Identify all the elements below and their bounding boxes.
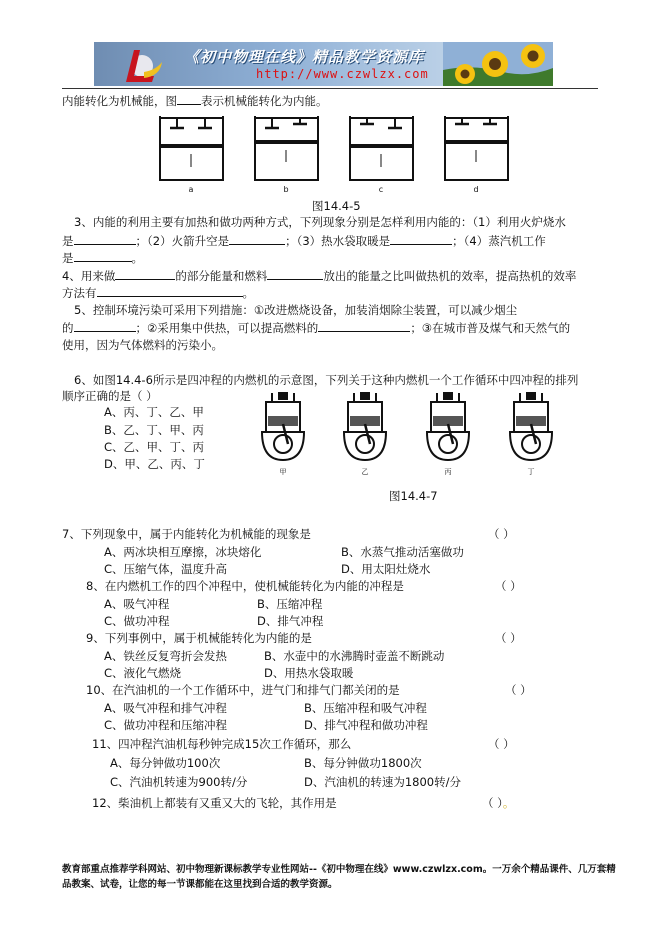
- label-c: c: [378, 185, 384, 194]
- q7-option-c[interactable]: C、压缩气体，温度升高: [104, 562, 228, 576]
- q10-option-d[interactable]: D、排气冲程和做功冲程: [304, 718, 428, 732]
- q5-line1: 5、控制环境污染可采用下列措施：①改进燃烧设备，加装消烟除尘装置，可以减少烟尘: [74, 303, 518, 317]
- q8-option-d[interactable]: D、排气冲程: [257, 614, 324, 628]
- q3-line2: 是 ；（2）火箭升空是 ；（3）热水袋取暖是 ；（4）蒸汽机工作: [62, 234, 546, 248]
- q6-option-a[interactable]: A、丙、丁、乙、甲: [104, 405, 204, 419]
- banner-url: http://www.czwlzx.com: [256, 67, 429, 81]
- q8-option-b[interactable]: B、压缩冲程: [257, 597, 323, 611]
- q3-line3: 是 。: [62, 251, 143, 265]
- banner-title: 《初中物理在线》精品教学资源库: [184, 48, 425, 66]
- q9-option-d[interactable]: D、用热水袋取暖: [264, 666, 354, 680]
- answer-blank[interactable]: [267, 268, 323, 280]
- figure-cylinders: [155, 112, 515, 194]
- q11-option-b[interactable]: B、每分钟做功1800次: [304, 756, 422, 770]
- site-logo: [104, 42, 174, 86]
- intro-line: 内能转化为机械能，图 表示机械能转化为内能。: [62, 94, 328, 108]
- answer-blank[interactable]: [74, 250, 132, 262]
- q6-line2: 顺序正确的是（ ）: [62, 389, 158, 403]
- q7-answer-paren[interactable]: （ ）: [488, 527, 515, 541]
- q11-option-a[interactable]: A、每分钟做功100次: [110, 756, 221, 770]
- q4-line1: 4、用来做 的部分能量和燃料 放出的能量之比叫做热机的效率，提高热机的效率: [62, 269, 577, 283]
- q4-line2: 方法有 。: [62, 286, 254, 300]
- q11-option-c[interactable]: C、汽油机转速为900转/分: [110, 775, 248, 789]
- answer-blank[interactable]: [318, 320, 410, 332]
- q11-answer-paren[interactable]: （ ）: [488, 737, 515, 751]
- q10-option-a[interactable]: A、吸气冲程和排气冲程: [104, 701, 227, 715]
- q8-stem: 8、在内燃机工作的四个冲程中，使机械能转化为内能的冲程是: [86, 579, 404, 593]
- header-banner: [94, 42, 553, 86]
- q7-option-d[interactable]: D、用太阳灶烧水: [341, 562, 431, 576]
- header-divider: [62, 88, 598, 89]
- cylinder-d: [445, 116, 508, 180]
- q10-stem: 10、在汽油机的一个工作循环中，进气门和排气门都关闭的是: [86, 683, 400, 697]
- q6-line1: 6、如图14.4-6所示是四冲程的内燃机的示意图，下列关于这种内燃机一个工作循环中四冲程的排列: [74, 373, 579, 387]
- q6-option-d[interactable]: D、甲、乙、丙、丁: [104, 457, 205, 471]
- q8-option-c[interactable]: C、做功冲程: [104, 614, 170, 628]
- sunflower-image: [443, 42, 553, 86]
- q8-answer-paren[interactable]: （ ）: [495, 579, 522, 593]
- answer-blank[interactable]: [390, 233, 452, 245]
- label-bing: 丙: [444, 468, 452, 476]
- q9-option-c[interactable]: C、液化气燃烧: [104, 666, 182, 680]
- label-d: d: [473, 185, 479, 194]
- label-a: a: [188, 185, 194, 194]
- figure-caption-2: 图14.4-7: [389, 489, 438, 503]
- figure-engine-strokes: [258, 388, 558, 478]
- q11-option-d[interactable]: D、汽油机的转速为1800转/分: [304, 775, 461, 789]
- q6-option-b[interactable]: B、乙、丁、甲、丙: [104, 423, 204, 437]
- q6-option-c[interactable]: C、乙、甲、丁、丙: [104, 440, 205, 454]
- engine-yi: [344, 392, 386, 460]
- q3-line1: 3、内能的利用主要有加热和做功两种方式，下列现象分别是怎样利用内能的：（1）利用火炉烧水: [74, 215, 566, 229]
- q10-answer-paren[interactable]: （ ）: [505, 683, 532, 697]
- label-yi: 乙: [361, 468, 369, 476]
- page-footer: 教育部重点推荐学科网站、初中物理新课标教学专业性网站--《初中物理在线》www.czwlzx.com。一万余个精品课件、几万套精品教案、试卷，让您的每一节课都能在这里找到合适的教学资源。: [62, 864, 616, 890]
- answer-blank[interactable]: [74, 233, 136, 245]
- engine-ding: [510, 392, 552, 460]
- q7-option-a[interactable]: A、两冰块相互摩擦，冰块熔化: [104, 545, 262, 559]
- q10-option-c[interactable]: C、做功冲程和压缩冲程: [104, 718, 228, 732]
- q7-stem: 7、下列现象中，属于内能转化为机械能的现象是: [62, 527, 311, 541]
- q5-line2: 的 ；②采用集中供热，可以提高燃料的 ；③在城市普及煤气和天然气的: [62, 321, 571, 335]
- q9-answer-paren[interactable]: （ ）: [495, 631, 522, 645]
- answer-blank[interactable]: [74, 320, 136, 332]
- q12-stem: 12、柴油机上都装有又重又大的飞轮，其作用是: [92, 796, 337, 810]
- label-jia: 甲: [279, 468, 287, 476]
- answer-blank[interactable]: [97, 285, 243, 297]
- q12-answer-paren[interactable]: （ ）。: [482, 796, 515, 810]
- q5-line3: 使用，因为气体燃料的污染小。: [62, 338, 223, 352]
- q11-stem: 11、四冲程汽油机每秒钟完成15次工作循环，那么: [92, 737, 352, 751]
- engine-bing: [427, 392, 469, 460]
- cylinder-b: [255, 116, 318, 180]
- answer-blank[interactable]: [115, 268, 175, 280]
- label-ding: 丁: [527, 468, 535, 476]
- q9-option-b[interactable]: B、水壶中的水沸腾时壶盖不断跳动: [264, 649, 445, 663]
- q7-option-b[interactable]: B、水蒸气推动活塞做功: [341, 545, 464, 559]
- q9-stem: 9、下列事例中，属于机械能转化为内能的是: [86, 631, 312, 645]
- label-b: b: [283, 185, 289, 194]
- q8-option-a[interactable]: A、吸气冲程: [104, 597, 170, 611]
- q10-option-b[interactable]: B、压缩冲程和吸气冲程: [304, 701, 427, 715]
- answer-blank[interactable]: [229, 233, 285, 245]
- figure-caption-1: 图14.4-5: [312, 199, 361, 213]
- answer-blank[interactable]: [177, 93, 201, 105]
- engine-jia: [262, 392, 304, 460]
- q9-option-a[interactable]: A、铁丝反复弯折会发热: [104, 649, 227, 663]
